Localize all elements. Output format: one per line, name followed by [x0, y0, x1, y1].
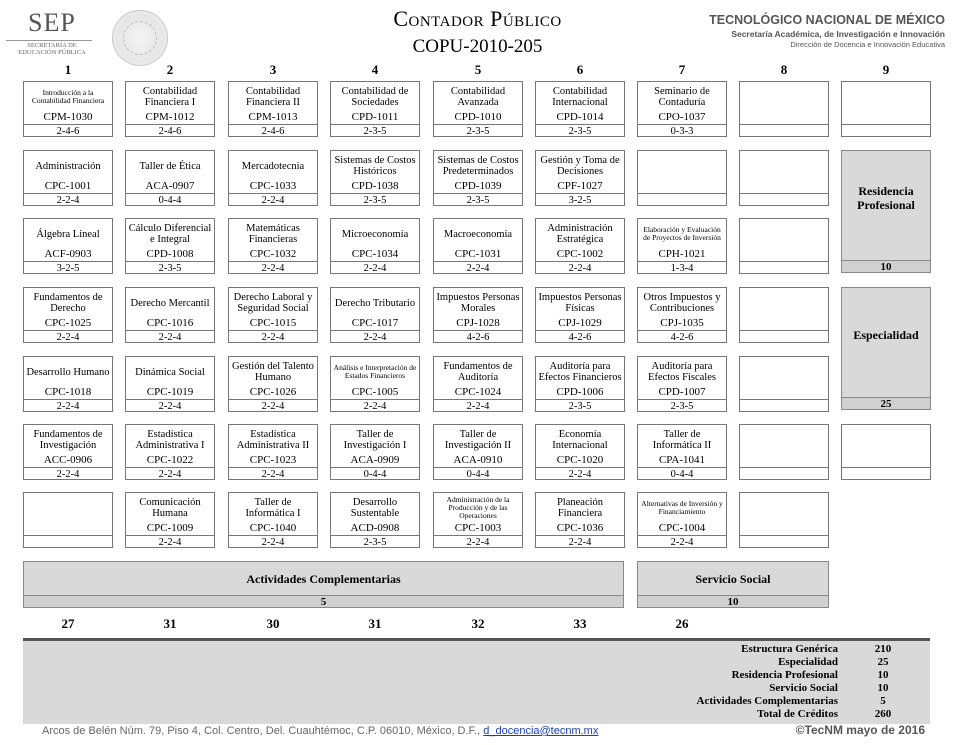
- summary-label: Total de Créditos: [757, 708, 838, 720]
- course-name: Fundamentos de Auditoría: [443, 361, 513, 383]
- actividades-label: Actividades Complementarias: [246, 572, 401, 586]
- course-credits: 2-2-4: [229, 330, 317, 344]
- course-code: CPD-1008: [146, 248, 194, 260]
- course-card: [535, 218, 625, 274]
- summary-value: 210: [874, 643, 892, 655]
- course-code: CPD-1010: [454, 111, 502, 123]
- empty-slot-footer: [638, 193, 726, 207]
- course-code: CPC-1004: [658, 522, 706, 534]
- course-card: [125, 424, 215, 480]
- empty-slot-footer: [740, 193, 828, 207]
- empty-course-slot: [739, 356, 829, 412]
- course-name: Macroeconomía: [443, 228, 513, 240]
- semester-number: 4: [371, 62, 379, 77]
- residencia-credits: 10: [841, 260, 931, 273]
- summary-value: 5: [880, 695, 886, 707]
- course-name: Administración Estratégica: [547, 223, 613, 245]
- course-name: Cálculo Diferencial e Integral: [128, 223, 212, 245]
- servicio-credits: 10: [637, 595, 829, 608]
- course-credits: 0-4-4: [638, 467, 726, 481]
- course-card: [433, 356, 523, 412]
- course-code: CPC-1040: [249, 522, 297, 534]
- course-name: Fundamentos de Investigación: [33, 429, 103, 451]
- course-name: Taller de Investigación II: [444, 429, 512, 451]
- course-card: [637, 218, 727, 274]
- credits-summary: [23, 638, 930, 724]
- course-credits: 2-2-4: [24, 467, 112, 481]
- course-credits: 4-2-6: [536, 330, 624, 344]
- course-credits: 2-4-6: [24, 124, 112, 138]
- course-credits: 2-2-4: [24, 330, 112, 344]
- course-credits: 2-3-5: [536, 124, 624, 138]
- program-title: Contador Público: [393, 6, 562, 31]
- course-code: CPD-1006: [556, 386, 604, 398]
- course-name: Otros Impuestos y Contribuciones: [643, 292, 721, 314]
- course-card: [637, 81, 727, 137]
- summary-label: Estructura Genérica: [741, 643, 838, 655]
- actividades-block: [23, 561, 624, 608]
- course-card: [330, 81, 420, 137]
- empty-course-slot: [739, 492, 829, 548]
- semester-number: 2: [166, 62, 174, 77]
- course-credits: 0-4-4: [331, 467, 419, 481]
- summary-row: [23, 708, 930, 721]
- course-name: Estadística Administrativa I: [135, 429, 205, 451]
- course-credits: 2-2-4: [536, 467, 624, 481]
- course-credits: 2-3-5: [434, 124, 522, 138]
- course-card: [637, 287, 727, 343]
- course-name: Administración de la Producción y de las Operaciones: [446, 495, 510, 520]
- course-name: Derecho Laboral y Seguridad Social: [233, 292, 313, 314]
- course-code: CPD-1011: [351, 111, 399, 123]
- summary-row: [23, 695, 930, 708]
- course-name: Contabilidad de Sociedades: [341, 86, 409, 108]
- course-credits: 2-4-6: [229, 124, 317, 138]
- course-name: Contabilidad Financiera II: [245, 86, 301, 108]
- course-card: [330, 424, 420, 480]
- course-card: [23, 150, 113, 206]
- course-code: CPC-1025: [44, 317, 92, 329]
- course-name: Álgebra Lineal: [36, 228, 100, 240]
- course-card: [433, 287, 523, 343]
- course-code: CPC-1016: [146, 317, 194, 329]
- course-credits: 2-2-4: [536, 261, 624, 275]
- course-card: [330, 492, 420, 548]
- course-credits: 2-2-4: [229, 535, 317, 549]
- course-card: [228, 356, 318, 412]
- semester-total: 31: [163, 616, 177, 631]
- course-credits: 2-3-5: [434, 193, 522, 207]
- especialidad-label: Especialidad: [853, 328, 919, 342]
- course-code: CPD-1039: [454, 180, 502, 192]
- course-card: [433, 424, 523, 480]
- course-card: [433, 492, 523, 548]
- course-name: Sistemas de Costos Predeterminados: [437, 155, 519, 177]
- course-code: CPC-1032: [249, 248, 297, 260]
- course-name: Elaboración y Evaluación de Proyectos de Inversión: [643, 225, 721, 242]
- course-credits: 2-3-5: [638, 399, 726, 413]
- course-card: [433, 150, 523, 206]
- course-credits: 2-3-5: [536, 399, 624, 413]
- course-code: ACA-0909: [350, 454, 400, 466]
- course-card: [535, 492, 625, 548]
- course-name: Microeconomía: [341, 228, 409, 240]
- course-code: CPC-1023: [249, 454, 297, 466]
- empty-slot-footer: [740, 124, 828, 138]
- course-name: Taller de Ética: [139, 160, 201, 172]
- course-credits: 2-2-4: [126, 467, 214, 481]
- course-credits: 2-4-6: [126, 124, 214, 138]
- course-card: [23, 218, 113, 274]
- course-credits: 2-3-5: [331, 193, 419, 207]
- course-card: [535, 81, 625, 137]
- empty-course-slot: [23, 492, 113, 548]
- empty-course-slot: [841, 424, 931, 480]
- course-card: [23, 424, 113, 480]
- actividades-credits: 5: [23, 595, 624, 608]
- empty-slot-footer: [740, 399, 828, 413]
- national-seal-icon: [112, 10, 168, 66]
- course-credits: 2-2-4: [126, 399, 214, 413]
- course-credits: 0-3-3: [638, 124, 726, 138]
- course-credits: 2-2-4: [331, 261, 419, 275]
- sep-logo-text: SEP: [28, 8, 76, 37]
- summary-label: Actividades Complementarias: [696, 695, 838, 707]
- sep-logo: [6, 8, 94, 56]
- course-name: Dinámica Social: [135, 366, 205, 378]
- course-card: [228, 81, 318, 137]
- summary-row: [23, 643, 930, 656]
- course-card: [23, 287, 113, 343]
- course-credits: 2-2-4: [229, 193, 317, 207]
- summary-row: [23, 669, 930, 682]
- course-credits: 2-3-5: [331, 124, 419, 138]
- course-code: CPC-1001: [44, 180, 92, 192]
- semester-number: 1: [64, 62, 72, 77]
- course-code: CPD-1038: [351, 180, 399, 192]
- course-credits: 0-4-4: [434, 467, 522, 481]
- course-code: CPA-1041: [658, 454, 706, 466]
- course-code: CPJ-1029: [558, 317, 602, 329]
- institution-name: TECNOLÓGICO NACIONAL DE MÉXICO: [709, 13, 945, 27]
- course-code: CPD-1007: [658, 386, 706, 398]
- course-card: [535, 287, 625, 343]
- course-name: Seminario de Contaduría: [654, 86, 710, 108]
- empty-course-slot: [637, 150, 727, 206]
- course-code: ACC-0906: [43, 454, 93, 466]
- semester-total: 26: [675, 616, 689, 631]
- course-name: Auditoría para Efectos Financieros: [538, 361, 622, 383]
- summary-label: Especialidad: [778, 656, 838, 668]
- course-credits: 2-2-4: [331, 330, 419, 344]
- course-card: [637, 424, 727, 480]
- semester-number: 9: [882, 62, 890, 77]
- course-code: CPH-1021: [658, 248, 706, 260]
- empty-course-slot: [739, 150, 829, 206]
- course-card: [433, 81, 523, 137]
- course-code: ACF-0903: [44, 248, 92, 260]
- course-name: Análisis e Interpretación de Estados Financieros: [333, 363, 417, 380]
- course-name: Taller de Investigación I: [343, 429, 407, 451]
- residencia-block: [841, 150, 931, 273]
- course-card: [330, 356, 420, 412]
- course-card: [228, 424, 318, 480]
- empty-slot-footer: [740, 535, 828, 549]
- course-name: Comunicación Humana: [139, 497, 201, 519]
- sep-logo-subtitle: SECRETARÍA DE EDUCACIÓN PÚBLICA: [18, 42, 86, 56]
- empty-slot-footer: [740, 467, 828, 481]
- empty-course-slot: [739, 218, 829, 274]
- course-code: CPO-1037: [658, 111, 706, 123]
- course-card: [535, 356, 625, 412]
- semester-total: 32: [471, 616, 485, 631]
- summary-value: 10: [877, 669, 889, 681]
- course-credits: 1-3-4: [638, 261, 726, 275]
- email-link[interactable]: d_docencia@tecnm.mx: [483, 725, 599, 737]
- course-credits: 2-2-4: [229, 399, 317, 413]
- course-name: Fundamentos de Derecho: [33, 292, 103, 314]
- plan-code: COPU-2010-205: [412, 36, 543, 57]
- empty-slot-footer: [842, 124, 930, 138]
- course-name: Administración: [35, 160, 101, 172]
- course-name: Impuestos Personas Morales: [436, 292, 520, 314]
- empty-course-slot: [739, 287, 829, 343]
- course-name: Planeación Financiera: [556, 497, 604, 519]
- course-name: Contabilidad Internacional: [552, 86, 608, 108]
- servicio-block: [637, 561, 829, 608]
- course-code: CPC-1005: [351, 386, 399, 398]
- empty-slot-footer: [24, 535, 112, 549]
- especialidad-credits: 25: [841, 397, 931, 410]
- empty-course-slot: [841, 81, 931, 137]
- course-code: CPM-1013: [248, 111, 298, 123]
- course-card: [23, 81, 113, 137]
- semester-number: 7: [678, 62, 686, 77]
- course-code: CPC-1022: [146, 454, 194, 466]
- course-name: Auditoría para Efectos Fiscales: [648, 361, 716, 383]
- summary-row: [23, 656, 930, 669]
- course-name: Impuestos Personas Físicas: [538, 292, 622, 314]
- course-code: CPC-1031: [454, 248, 502, 260]
- semester-total: 31: [368, 616, 382, 631]
- course-credits: 2-2-4: [434, 261, 522, 275]
- course-credits: 2-2-4: [24, 193, 112, 207]
- course-credits: 2-2-4: [229, 261, 317, 275]
- course-credits: 2-2-4: [229, 467, 317, 481]
- servicio-label: Servicio Social: [695, 572, 771, 586]
- semester-number: 8: [780, 62, 788, 77]
- course-card: [433, 218, 523, 274]
- course-code: CPM-1030: [43, 111, 93, 123]
- course-credits: 2-2-4: [638, 535, 726, 549]
- course-code: CPC-1015: [249, 317, 297, 329]
- course-code: CPM-1012: [145, 111, 195, 123]
- course-credits: 4-2-6: [434, 330, 522, 344]
- course-credits: 2-2-4: [434, 535, 522, 549]
- course-credits: 4-2-6: [638, 330, 726, 344]
- course-card: [330, 150, 420, 206]
- course-credits: 2-2-4: [434, 399, 522, 413]
- course-code: CPC-1002: [556, 248, 604, 260]
- course-credits: 2-2-4: [536, 535, 624, 549]
- course-card: [228, 287, 318, 343]
- course-card: [125, 218, 215, 274]
- course-credits: 2-3-5: [331, 535, 419, 549]
- course-code: CPC-1033: [249, 180, 297, 192]
- semester-total: 33: [573, 616, 587, 631]
- course-credits: 2-2-4: [331, 399, 419, 413]
- course-card: [228, 150, 318, 206]
- course-card: [125, 81, 215, 137]
- course-card: [637, 492, 727, 548]
- course-code: CPC-1036: [556, 522, 604, 534]
- course-name: Alternativas de Inversión y Financiamiento: [641, 499, 723, 516]
- empty-course-slot: [739, 424, 829, 480]
- course-code: CPC-1024: [454, 386, 502, 398]
- course-name: Desarrollo Humano: [26, 366, 110, 378]
- summary-label: Residencia Profesional: [731, 669, 838, 681]
- course-credits: 3-2-5: [24, 261, 112, 275]
- summary-label: Servicio Social: [769, 682, 838, 694]
- empty-slot-footer: [740, 261, 828, 275]
- course-code: CPC-1003: [454, 522, 502, 534]
- semester-total: 27: [61, 616, 75, 631]
- course-card: [125, 150, 215, 206]
- course-name: Derecho Tributario: [334, 297, 416, 309]
- course-credits: 2-3-5: [126, 261, 214, 275]
- course-name: Gestión del Talento Humano: [232, 361, 314, 383]
- course-name: Mercadotecnia: [241, 160, 305, 172]
- semester-total: 30: [266, 616, 280, 631]
- course-code: CPJ-1028: [456, 317, 500, 329]
- course-name: Matemáticas Financieras: [246, 223, 300, 245]
- course-name: Desarrollo Sustentable: [350, 497, 400, 519]
- summary-value: 25: [877, 656, 889, 668]
- course-code: CPC-1018: [44, 386, 92, 398]
- semester-number: 5: [474, 62, 482, 77]
- semester-number: 6: [576, 62, 584, 77]
- course-name: Estadística Administrativa II: [236, 429, 310, 451]
- direction-name: Dirección de Docencia e Innovación Educativa: [790, 40, 945, 49]
- course-card: [125, 287, 215, 343]
- empty-course-slot: [739, 81, 829, 137]
- course-card: [125, 356, 215, 412]
- course-card: [23, 356, 113, 412]
- course-code: CPC-1009: [146, 522, 194, 534]
- course-code: CPC-1026: [249, 386, 297, 398]
- summary-value: 260: [874, 708, 892, 720]
- course-card: [637, 356, 727, 412]
- course-code: ACD-0908: [350, 522, 400, 534]
- course-credits: 0-4-4: [126, 193, 214, 207]
- course-code: CPC-1034: [351, 248, 399, 260]
- course-card: [330, 287, 420, 343]
- course-name: Taller de Informática I: [245, 497, 301, 519]
- course-name: Gestión y Toma de Decisiones: [540, 155, 620, 177]
- course-name: Contabilidad Financiera I: [142, 86, 198, 108]
- course-code: CPJ-1035: [660, 317, 704, 329]
- semester-number: 3: [269, 62, 277, 77]
- secretariat-name: Secretaría Académica, de Investigación e Innovación: [731, 29, 945, 39]
- empty-slot-footer: [842, 467, 930, 481]
- course-card: [535, 150, 625, 206]
- course-code: ACA-0907: [145, 180, 195, 192]
- course-card: [535, 424, 625, 480]
- course-credits: 2-2-4: [24, 399, 112, 413]
- course-card: [330, 218, 420, 274]
- especialidad-block: [841, 287, 931, 410]
- course-name: Taller de Informática II: [652, 429, 712, 451]
- course-code: ACA-0910: [453, 454, 503, 466]
- course-code: CPD-1014: [556, 111, 604, 123]
- course-name: Contabilidad Avanzada: [450, 86, 506, 108]
- address-text: Arcos de Belén Núm. 79, Piso 4, Col. Centro, Del. Cuauhtémoc, C.P. 06010, México, D.F.,: [42, 725, 481, 737]
- summary-value: 10: [877, 682, 889, 694]
- course-credits: 2-2-4: [126, 330, 214, 344]
- course-code: CPC-1020: [556, 454, 604, 466]
- footer-address: [42, 725, 598, 737]
- residencia-label: Residencia Profesional: [857, 184, 915, 212]
- course-card: [125, 492, 215, 548]
- footer-copyright: ©TecNM mayo de 2016: [795, 723, 925, 737]
- empty-slot-footer: [740, 330, 828, 344]
- course-code: CPF-1027: [557, 180, 603, 192]
- course-code: CPC-1019: [146, 386, 194, 398]
- course-name: Derecho Mercantil: [130, 297, 210, 309]
- course-credits: 2-2-4: [126, 535, 214, 549]
- summary-row: [23, 682, 930, 695]
- course-credits: 3-2-5: [536, 193, 624, 207]
- course-code: CPC-1017: [351, 317, 399, 329]
- course-name: Economía Internacional: [552, 429, 608, 451]
- course-name: Sistemas de Costos Históricos: [334, 155, 416, 177]
- course-card: [228, 218, 318, 274]
- course-name: Introducción a la Contabilidad Financiera: [31, 88, 105, 105]
- course-card: [228, 492, 318, 548]
